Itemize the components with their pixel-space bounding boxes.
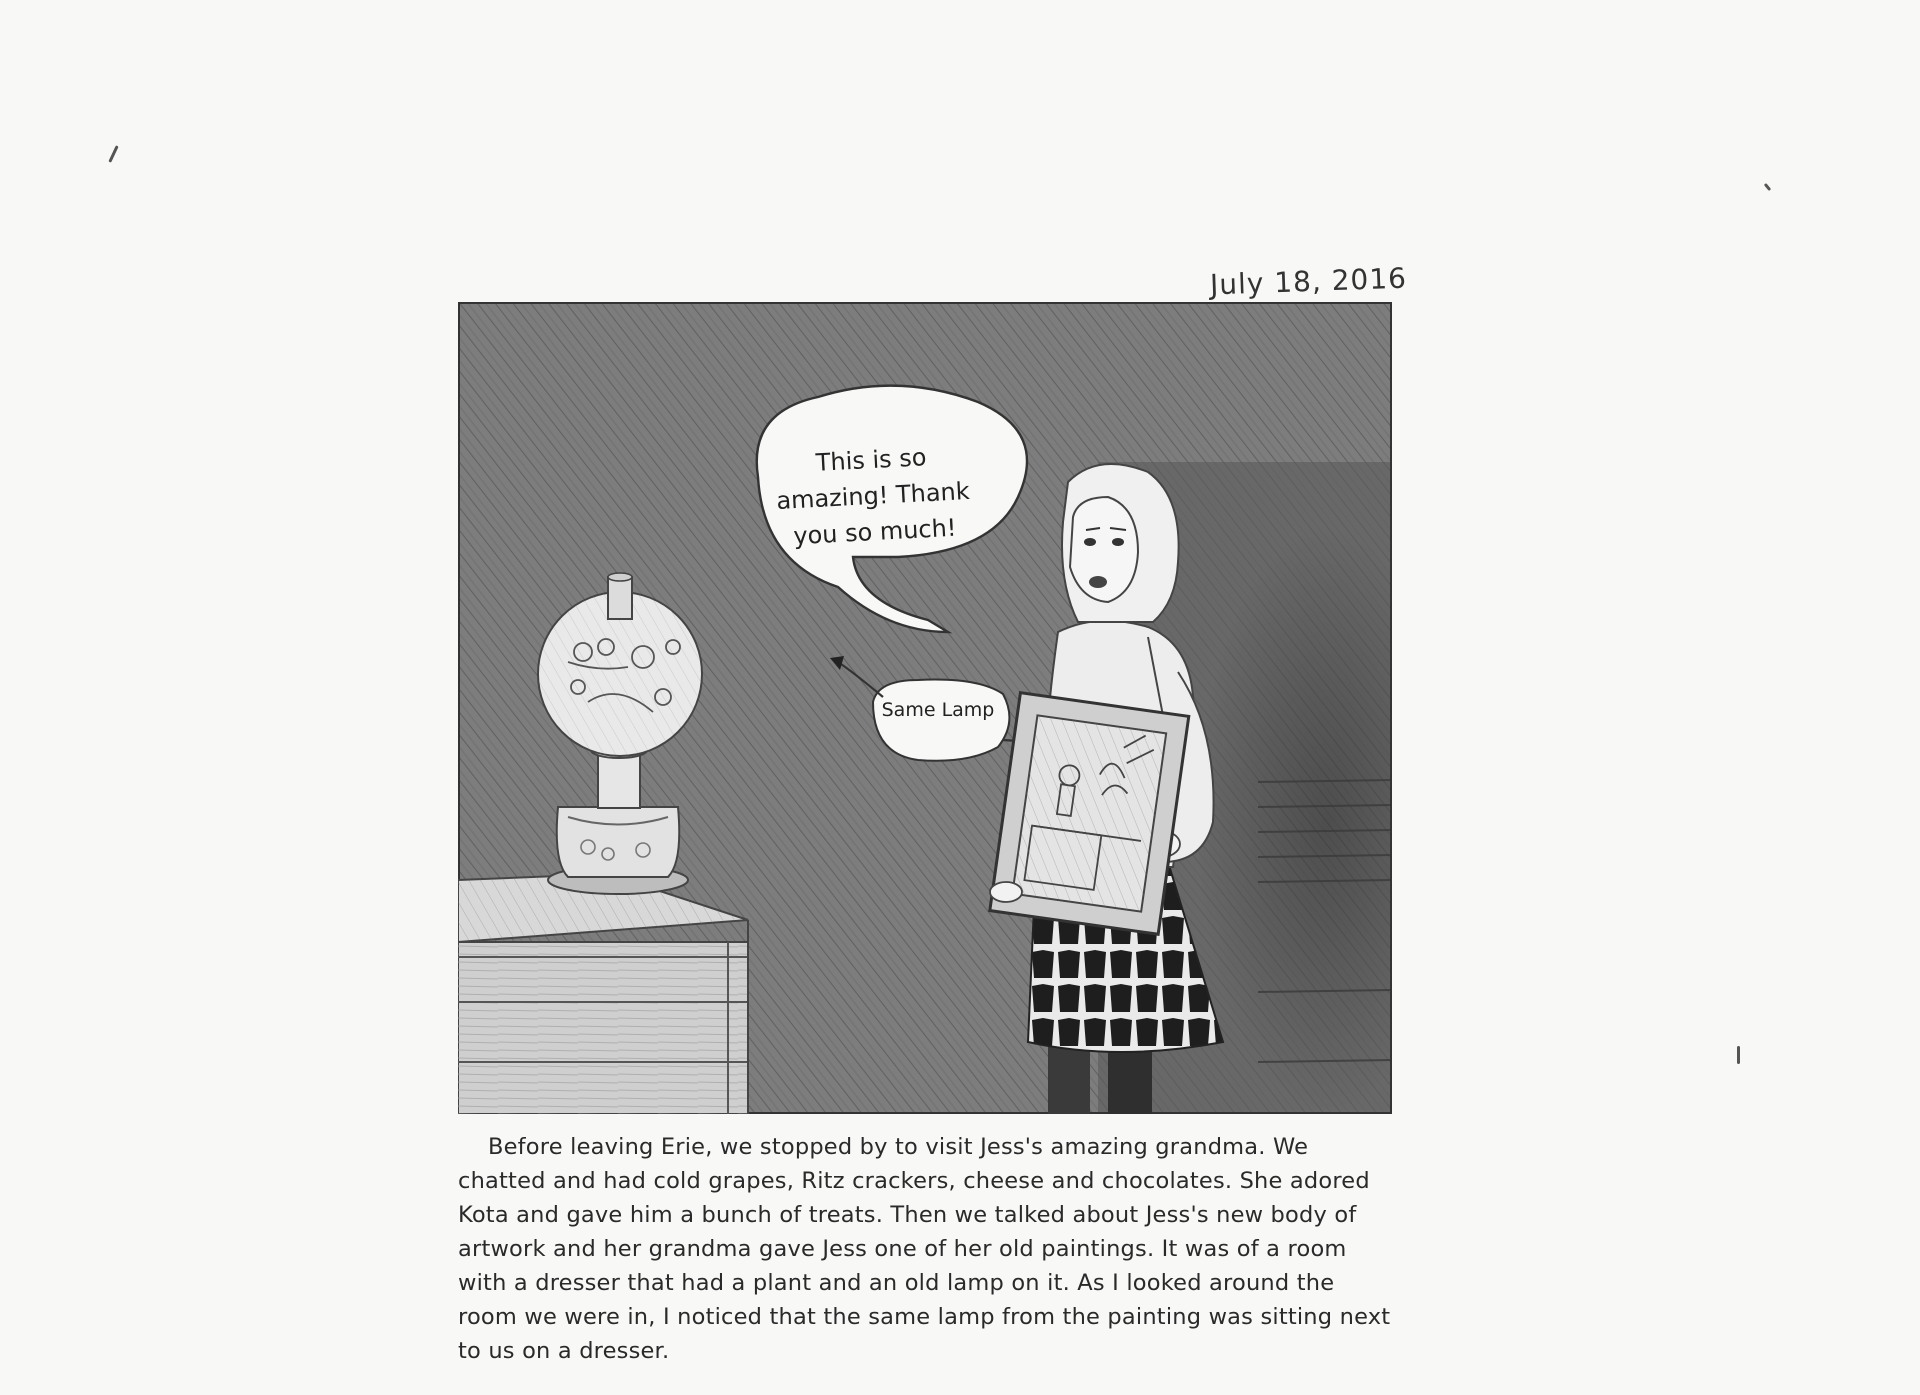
pencil-mark <box>1737 1046 1740 1064</box>
pencil-mark <box>108 145 118 163</box>
speech-bubble-text: This is so amazing! Thank you so much! <box>775 443 971 551</box>
caption-text: Before leaving Erie, we stopped by to visit Jess's amazing grandma. We chatted and had cold grapes, Ritz crackers, cheese and chocolates. She adored Kota and gave him a bunch of treats. Then we talked about Jess's new body of artwork and her grandma gave Jess one of her old paintings. It was of a room with a dresser that had a plant and an old lamp on it. As I looked around the room we were in, I noticed that the same lamp from the painting was sitting next to us on a dresser. <box>458 1134 1391 1364</box>
dresser <box>458 874 748 1114</box>
pencil-mark <box>1764 183 1771 191</box>
comic-panel <box>458 302 1392 1114</box>
lamp <box>538 573 702 894</box>
date-label: July 18, 2016 <box>1209 261 1408 302</box>
same-lamp-label: Same Lamp <box>881 699 995 721</box>
